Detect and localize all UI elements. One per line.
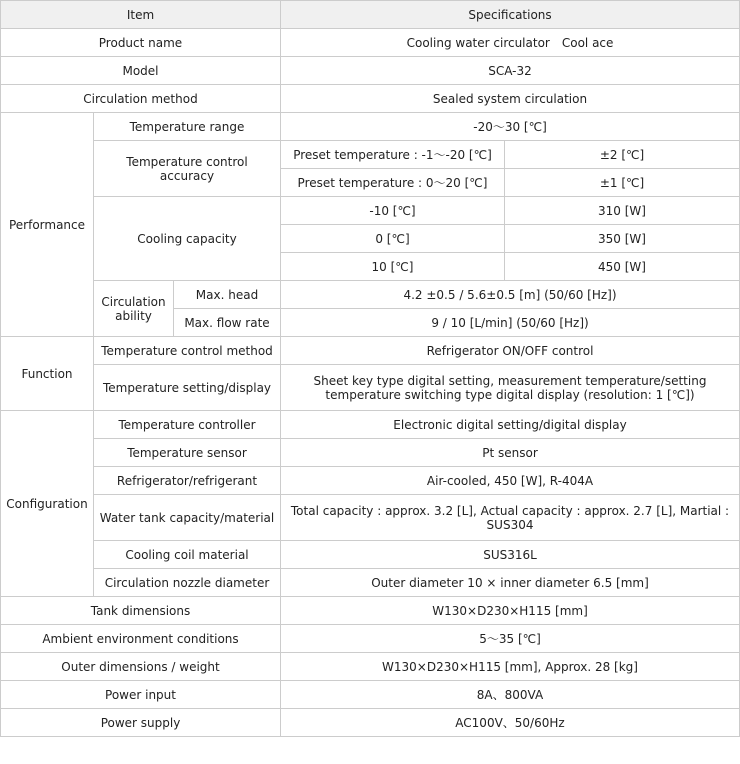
max-flow-value: 9 / 10 [L/min] (50/60 [Hz]): [281, 309, 740, 337]
table-row: [1, 495, 740, 541]
refrigerator-label: Refrigerator/refrigerant: [94, 467, 281, 495]
water-tank-value: Total capacity : approx. 3.2 [L], Actual capacity : approx. 2.7 [L], Martial : SUS304: [281, 495, 740, 541]
table-row: [1, 337, 740, 365]
power-supply-label: Power supply: [1, 709, 281, 737]
model-label: Model: [1, 57, 281, 85]
accuracy-condition: Preset temperature : -1～-20 [℃]: [281, 141, 505, 169]
table-row: [1, 85, 740, 113]
table-row: [1, 597, 740, 625]
configuration-label: Configuration: [1, 411, 94, 597]
control-method-value: Refrigerator ON/OFF control: [281, 337, 740, 365]
performance-label: Performance: [1, 113, 94, 337]
ambient-value: 5～35 [℃]: [281, 625, 740, 653]
ambient-label: Ambient environment conditions: [1, 625, 281, 653]
table-row: [1, 439, 740, 467]
table-row: [1, 467, 740, 495]
accuracy-condition: Preset temperature : 0～20 [℃]: [281, 169, 505, 197]
coil-material-value: SUS316L: [281, 541, 740, 569]
power-supply-value: AC100V、50/60Hz: [281, 709, 740, 737]
circulation-method-value: Sealed system circulation: [281, 85, 740, 113]
outer-dimensions-value: W130×D230×H115 [mm], Approx. 28 [kg]: [281, 653, 740, 681]
product-name-value: Cooling water circulator Cool ace: [281, 29, 740, 57]
table-row: [1, 197, 740, 225]
table-row: [1, 653, 740, 681]
tank-dimensions-value: W130×D230×H115 [mm]: [281, 597, 740, 625]
table-row: [1, 281, 740, 309]
temperature-range-value: -20～30 [℃]: [281, 113, 740, 141]
product-name-label: Product name: [1, 29, 281, 57]
cooling-value: 310 [W]: [505, 197, 740, 225]
header-row: [1, 1, 740, 29]
circulation-method-label: Circulation method: [1, 85, 281, 113]
outer-dimensions-label: Outer dimensions / weight: [1, 653, 281, 681]
accuracy-value: ±2 [℃]: [505, 141, 740, 169]
table-row: [1, 625, 740, 653]
circulation-ability-label: Circulation ability: [94, 281, 174, 337]
setting-display-label: Temperature setting/display: [94, 365, 281, 411]
cooling-value: 350 [W]: [505, 225, 740, 253]
accuracy-value: ±1 [℃]: [505, 169, 740, 197]
water-tank-label: Water tank capacity/material: [94, 495, 281, 541]
max-flow-label: Max. flow rate: [174, 309, 281, 337]
tank-dimensions-label: Tank dimensions: [1, 597, 281, 625]
controller-label: Temperature controller: [94, 411, 281, 439]
sensor-value: Pt sensor: [281, 439, 740, 467]
table-row: [1, 365, 740, 411]
nozzle-label: Circulation nozzle diameter: [94, 569, 281, 597]
table-row: [1, 411, 740, 439]
nozzle-value: Outer diameter 10 × inner diameter 6.5 [mm]: [281, 569, 740, 597]
power-input-label: Power input: [1, 681, 281, 709]
setting-display-value: Sheet key type digital setting, measurement temperature/setting temperature switching type digital display (resolution: 1 [℃]): [281, 365, 740, 411]
control-method-label: Temperature control method: [94, 337, 281, 365]
cooling-temp: 10 [℃]: [281, 253, 505, 281]
function-label: Function: [1, 337, 94, 411]
max-head-value: 4.2 ±0.5 / 5.6±0.5 [m] (50/60 [Hz]): [281, 281, 740, 309]
sensor-label: Temperature sensor: [94, 439, 281, 467]
header-specifications: Specifications: [281, 1, 740, 29]
header-item: Item: [1, 1, 281, 29]
control-accuracy-label: Temperature control accuracy: [94, 141, 281, 197]
coil-material-label: Cooling coil material: [94, 541, 281, 569]
controller-value: Electronic digital setting/digital display: [281, 411, 740, 439]
table-row: [1, 541, 740, 569]
table-row: [1, 141, 740, 169]
table-row: [1, 681, 740, 709]
table-row: [1, 57, 740, 85]
power-input-value: 8A、800VA: [281, 681, 740, 709]
model-value: SCA-32: [281, 57, 740, 85]
max-head-label: Max. head: [174, 281, 281, 309]
cooling-temp: 0 [℃]: [281, 225, 505, 253]
cooling-value: 450 [W]: [505, 253, 740, 281]
cooling-temp: -10 [℃]: [281, 197, 505, 225]
cooling-capacity-label: Cooling capacity: [94, 197, 281, 281]
table-row: [1, 113, 740, 141]
table-row: [1, 709, 740, 737]
temperature-range-label: Temperature range: [94, 113, 281, 141]
table-row: [1, 29, 740, 57]
table-row: [1, 569, 740, 597]
refrigerator-value: Air-cooled, 450 [W], R-404A: [281, 467, 740, 495]
